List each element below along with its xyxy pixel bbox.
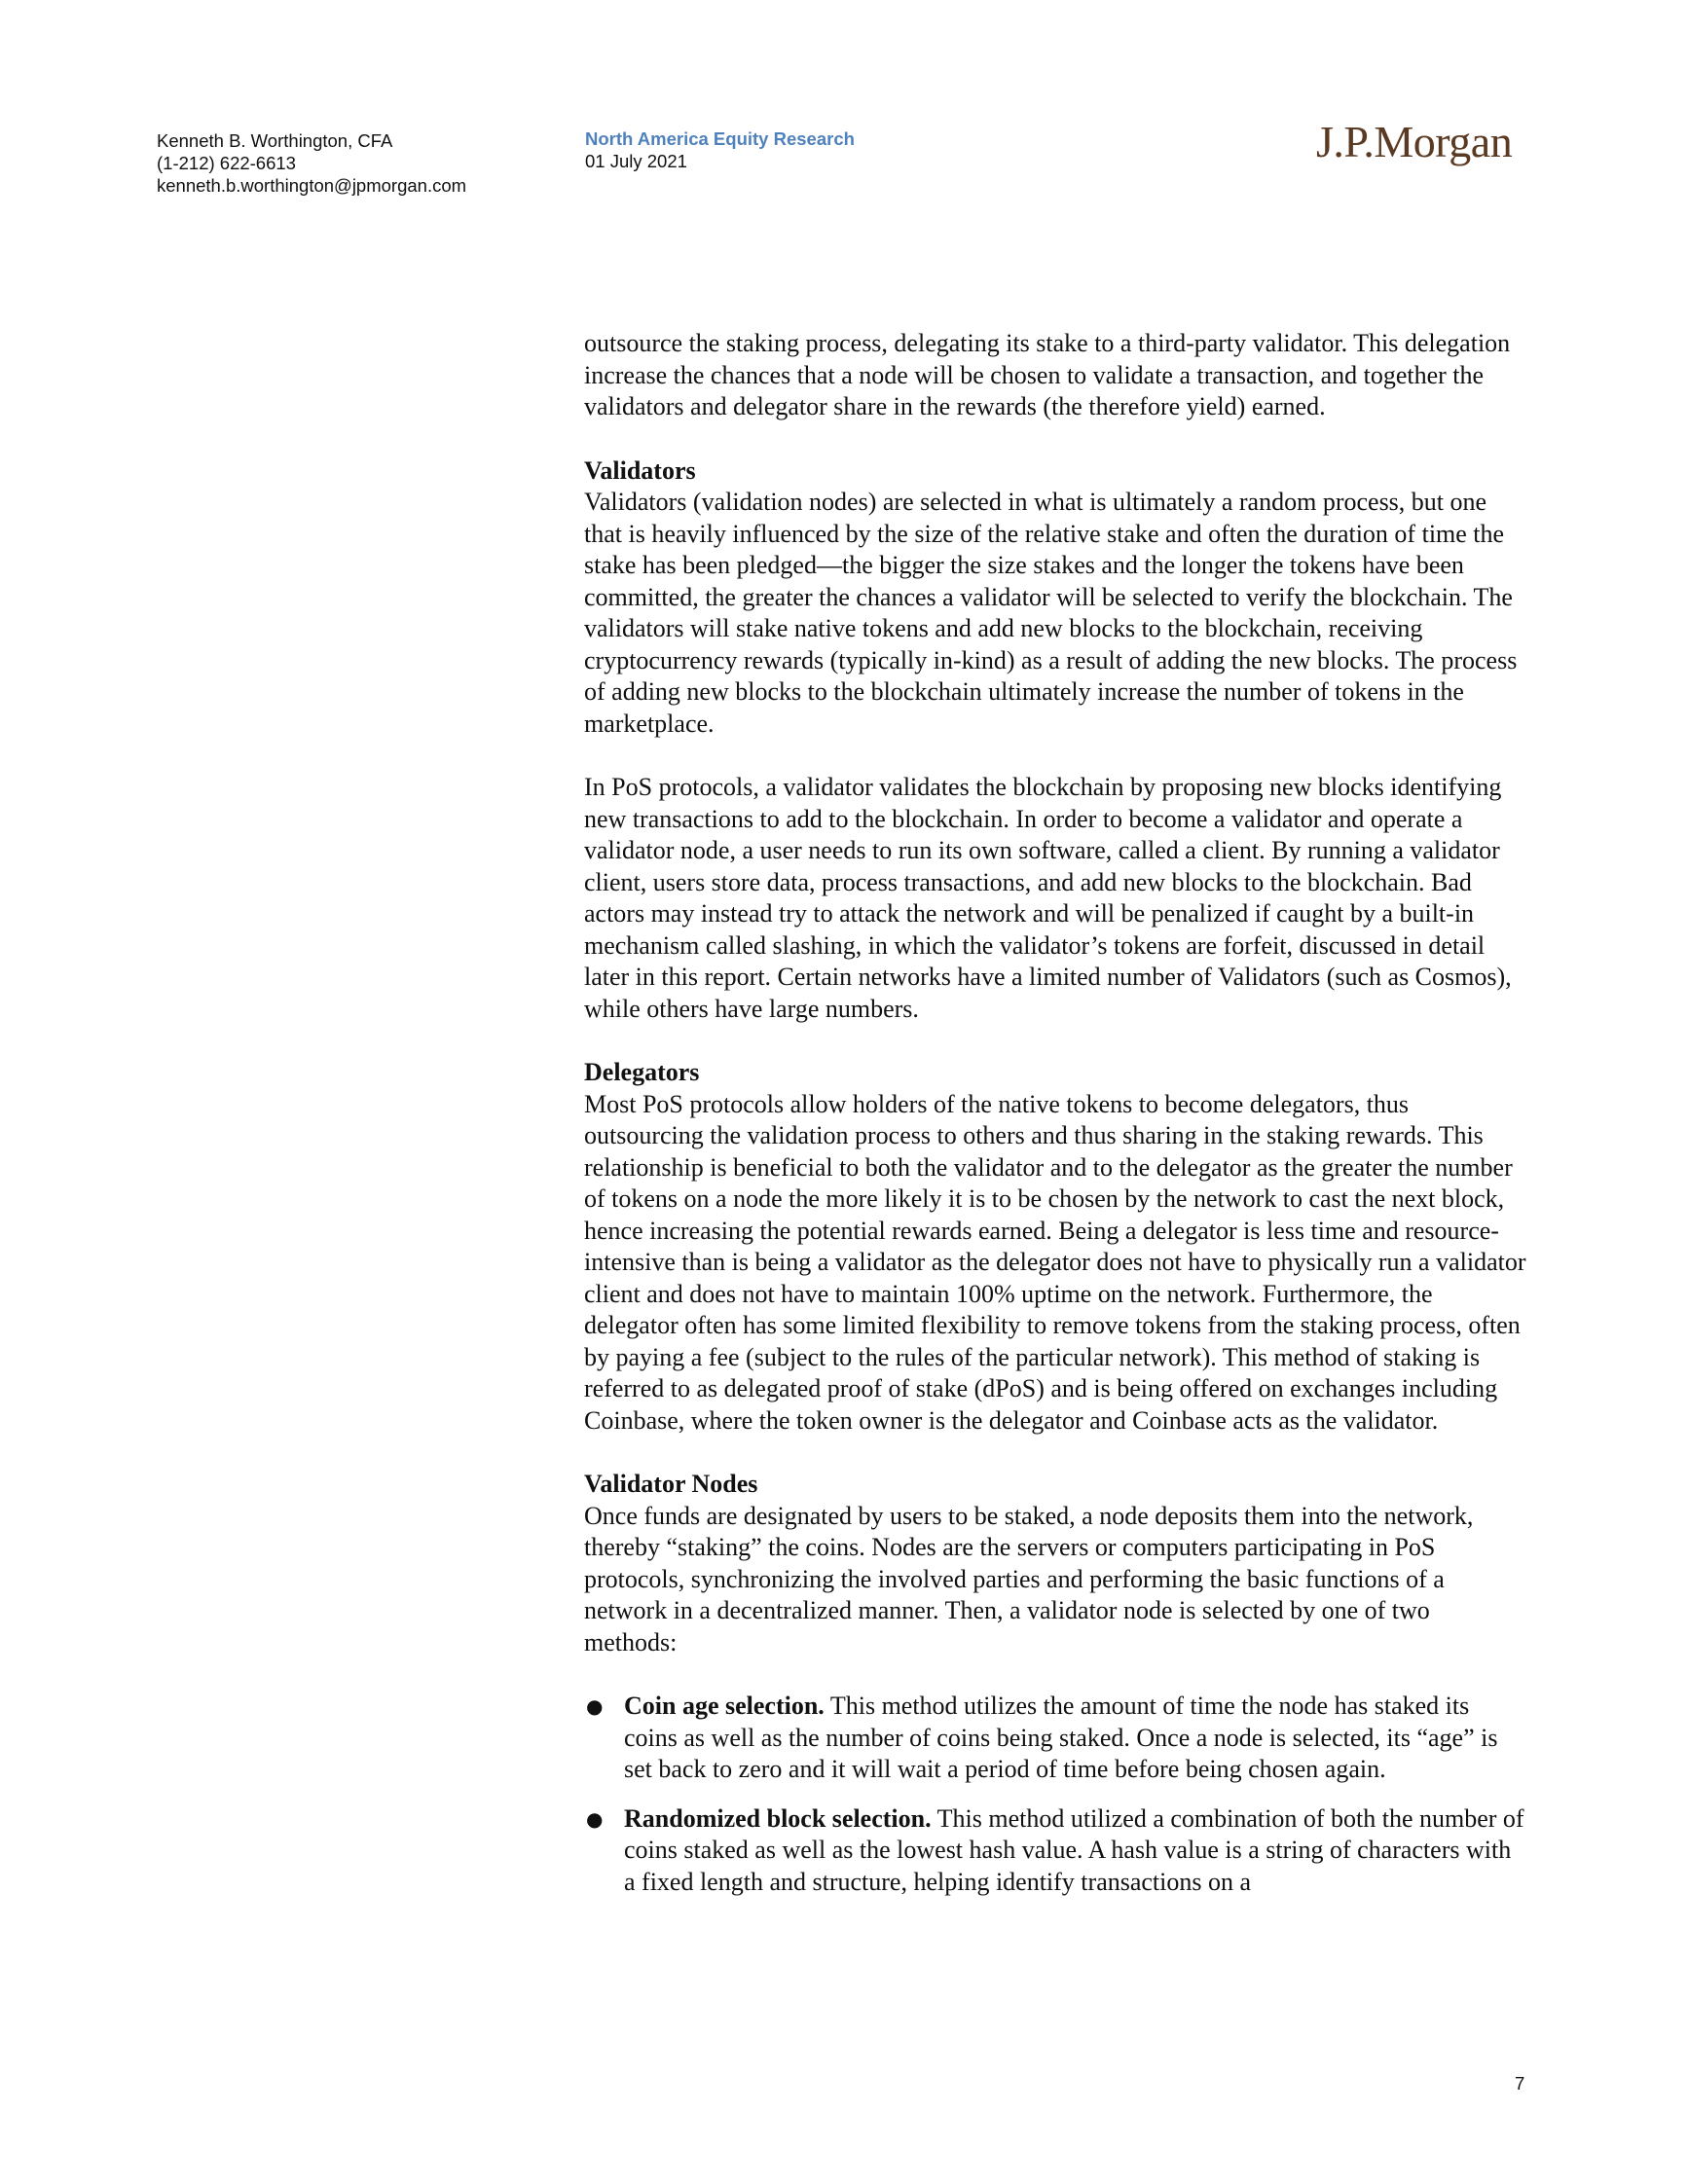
author-email: kenneth.b.worthington@jpmorgan.com bbox=[157, 175, 467, 196]
author-block bbox=[157, 129, 466, 197]
author-phone: (1-212) 622-6613 bbox=[157, 153, 296, 173]
report-date: 01 July 2021 bbox=[585, 151, 687, 171]
validators-heading: Validators bbox=[584, 455, 696, 485]
selection-methods-list bbox=[584, 1691, 1528, 1898]
author-name: Kenneth B. Worthington, CFA bbox=[157, 130, 393, 151]
report-info bbox=[585, 127, 855, 172]
bullet-text: This method utilizes the amount of time the node has staked its coins as well as the number of coins being staked. Once a node is selected, its “age” is set back to zero and it will wait a period of time before being chosen again. bbox=[624, 1692, 1498, 1783]
jpmorgan-logo: J.P.Morgan bbox=[1316, 117, 1513, 166]
list-item bbox=[584, 1803, 1528, 1899]
bullet-title: Coin age selection. bbox=[624, 1692, 825, 1720]
intro-paragraph: outsource the staking process, delegating its stake to a third-party validator. This delegation increase the chances that a node will be chosen to validate a transaction, and together the validators and delegator share in the rewards (the therefore yield) earned. bbox=[584, 329, 1511, 420]
bullet-title: Randomized block selection. bbox=[624, 1803, 932, 1833]
validator-nodes-heading: Validator Nodes bbox=[584, 1470, 758, 1498]
department-label: North America Equity Research bbox=[585, 128, 855, 149]
validators-paragraph-1: Validators (validation nodes) are selected in what is ultimately a random process, but one that is heavily influenced by the size of the relative stake and often the duration of time the stake has been pledged—the bigger the size stakes and the longer the tokens have been committed, the greater the chances a validator will be selected to verify the blockchain. The validators will stake native tokens and add new blocks to the blockchain, receiving cryptocurrency rewards (typically in-kind) as a result of adding the new blocks. The process of adding new blocks to the blockchain ultimately increase the number of tokens in the marketplace. bbox=[584, 488, 1518, 738]
validator-nodes-paragraph: Once funds are designated by users to be staked, a node deposits them into the network, thereby “staking” the coins. Nodes are the servers or computers participating in PoS protocols, synchronizing the involved parties and performing the basic functions of a network in a decentralized manner. Then, a validator node is selected by one of two methods: bbox=[584, 1501, 1474, 1656]
bullet-text: This method utilized a combination of both the number of coins staked as well as the lowest hash value. A hash value is a string of characters with a fixed length and structure, helping identify transactions on a bbox=[624, 1803, 1524, 1896]
report-body bbox=[584, 328, 1528, 1898]
delegators-paragraph: Most PoS protocols allow holders of the native tokens to become delegators, thus outsourcing the validation process to others and thus sharing in the staking rewards. This relationship is beneficial to both the validator and to the delegator as the greater the number of tokens on a node the more likely it is to be chosen by the network to cast the next block, hence increasing the potential rewards earned. Being a delegator is less time and resource-intensive than is being a validator as the delegator does not have to physically run a validator client and does not have to maintain 100% uptime on the network. Furthermore, the delegator often has some limited flexibility to remove tokens from the staking process, often by paying a fee (subject to the rules of the particular network). This method of staking is referred to as delegated proof of stake (dPoS) and is being offered on exchanges including Coinbase, where the token owner is the delegator and Coinbase acts as the validator. bbox=[584, 1089, 1526, 1435]
page-number: 7 bbox=[1515, 2073, 1525, 2093]
bullet-icon: ● bbox=[586, 1694, 604, 1718]
list-item bbox=[584, 1691, 1528, 1786]
bullet-icon: ● bbox=[586, 1806, 604, 1831]
validators-paragraph-2: In PoS protocols, a validator validates the blockchain by proposing new blocks identifying new transactions to add to the blockchain. In order to become a validator and operate a validator node, a user needs to run its own software, called a client. By running a validator client, users store data, process transactions, and add new blocks to the blockchain. Bad actors may instead try to attack the network and will be penalized if caught by a built-in mechanism called slashing, in which the validator’s tokens are forfeit, discussed in detail later in this report. Certain networks have a limited number of Validators (such as Cosmos), while others have large numbers. bbox=[584, 773, 1512, 1023]
delegators-heading: Delegators bbox=[584, 1058, 700, 1086]
